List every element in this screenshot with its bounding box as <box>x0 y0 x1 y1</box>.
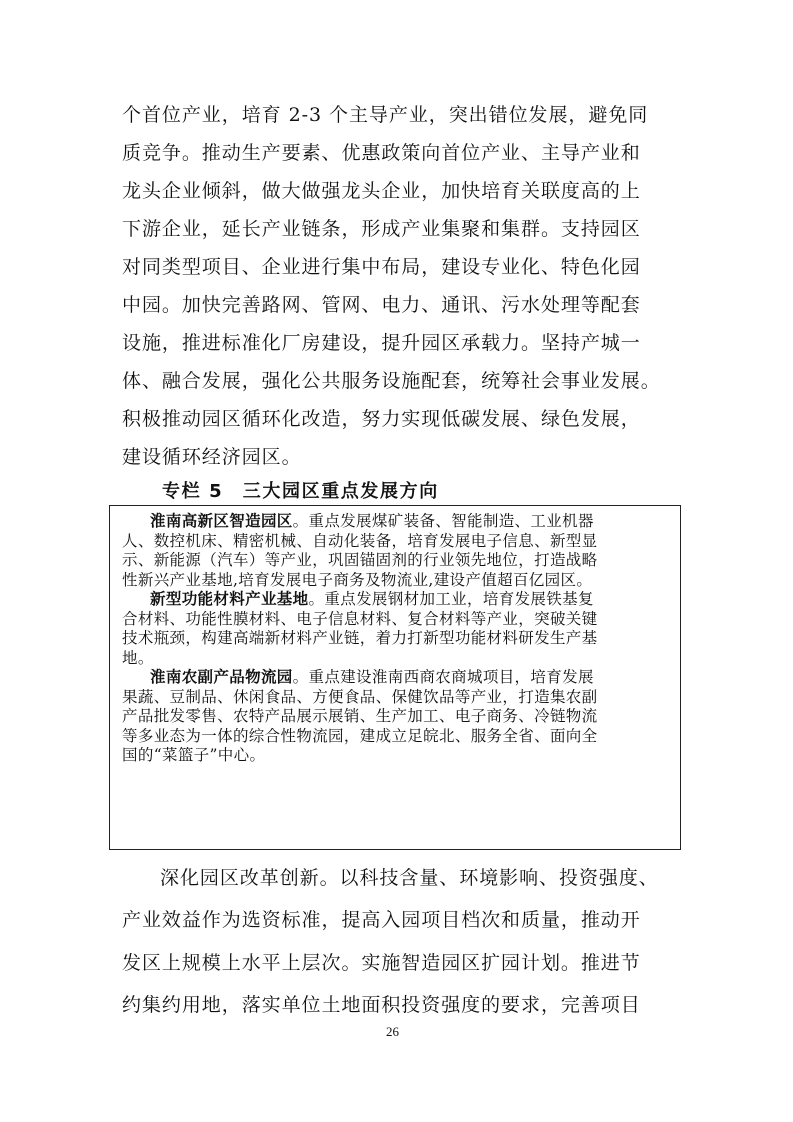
paragraph-line: 约集约用地，落实单位土地面积投资强度的要求，完善项目 <box>122 994 641 1016</box>
paragraph-line: 中园。加快完善路网、管网、电力、通讯、污水处理等配套 <box>122 294 641 316</box>
paragraph-line: 建设循环经济园区。 <box>122 446 302 468</box>
box-section-line: 示、新能源（汽车）等产业，巩固锚固剂的行业领先地位，打造战略 <box>122 551 598 569</box>
paragraph-line: 龙头企业倾斜，做大做强龙头企业，加快培育关联度高的上 <box>122 180 641 202</box>
paragraph-line: 体、融合发展，强化公共服务设施配套，统筹社会事业发展。 <box>122 370 661 392</box>
section-heading: 新型功能材料产业基地 <box>150 590 309 608</box>
sidebar-box-title: 专栏 5 三大园区重点发展方向 <box>162 481 439 502</box>
box-section-line: 等多业态为一体的综合性物流园，建成立足皖北、服务全省、面向全 <box>122 726 598 745</box>
paragraph-line: 发区上规模上水平上层次。实施智造园区扩园计划。推进节 <box>122 952 641 974</box>
paragraph-line: 质竞争。推动生产要素、优惠政策向首位产业、主导产业和 <box>122 142 641 164</box>
box-section-line: 性新兴产业基地,培育发展电子商务及物流业,建设产值超百亿园区。 <box>122 570 593 589</box>
paragraph-line: 深化园区改革创新。以科技含量、环境影响、投资强度、 <box>160 867 659 889</box>
box-section-line: 产品批发零售、农特产品展示展销、生产加工、电子商务、冷链物流 <box>122 707 598 725</box>
box-section-line: 淮南高新区智造园区。重点发展煤矿装备、智能制造、工业机器 <box>150 512 594 530</box>
section-heading: 淮南高新区智造园区 <box>150 512 293 530</box>
box-section-line: 合材料、功能性膜材料、电子信息材料、复合材料等产业，突破关键 <box>122 609 598 628</box>
box-section-line: 技术瓶颈，构建高端新材料产业链，着力打新型功能材料研发生产基 <box>122 629 598 647</box>
paragraph-line: 下游企业，延长产业链条，形成产业集聚和集群。支持园区 <box>122 218 641 240</box>
box-section-line: 地。 <box>122 648 154 667</box>
paragraph-line: 个首位产业，培育 2-3 个主导产业，突出错位发展，避免同 <box>122 104 649 126</box>
paragraph-line: 产业效益作为选资标准，提高入园项目档次和质量，推动开 <box>122 909 641 931</box>
box-section-line: 国的“菜篮子”中心。 <box>122 746 266 764</box>
paragraph-line: 设施，推进标准化厂房建设，提升园区承载力。坚持产城一 <box>122 332 641 354</box>
page-number: 26 <box>386 1024 399 1039</box>
box-section-line: 人、数控机床、精密机械、自动化装备，培育发展电子信息、新型显 <box>122 531 598 550</box>
box-section-line: 淮南农副产品物流园。重点建设淮南西商农商城项目，培育发展 <box>150 668 594 686</box>
paragraph-line: 积极推动园区循环化改造，努力实现低碳发展、绿色发展， <box>122 408 641 430</box>
box-section-line: 果蔬、豆制品、休闲食品、方便食品、保健饮品等产业，打造集农副 <box>122 687 598 706</box>
box-section-line: 新型功能材料产业基地。重点发展钢材加工业，培育发展铁基复 <box>150 590 594 608</box>
section-heading: 淮南农副产品物流园 <box>150 668 293 686</box>
paragraph-line: 对同类型项目、企业进行集中布局，建设专业化、特色化园 <box>122 256 641 278</box>
